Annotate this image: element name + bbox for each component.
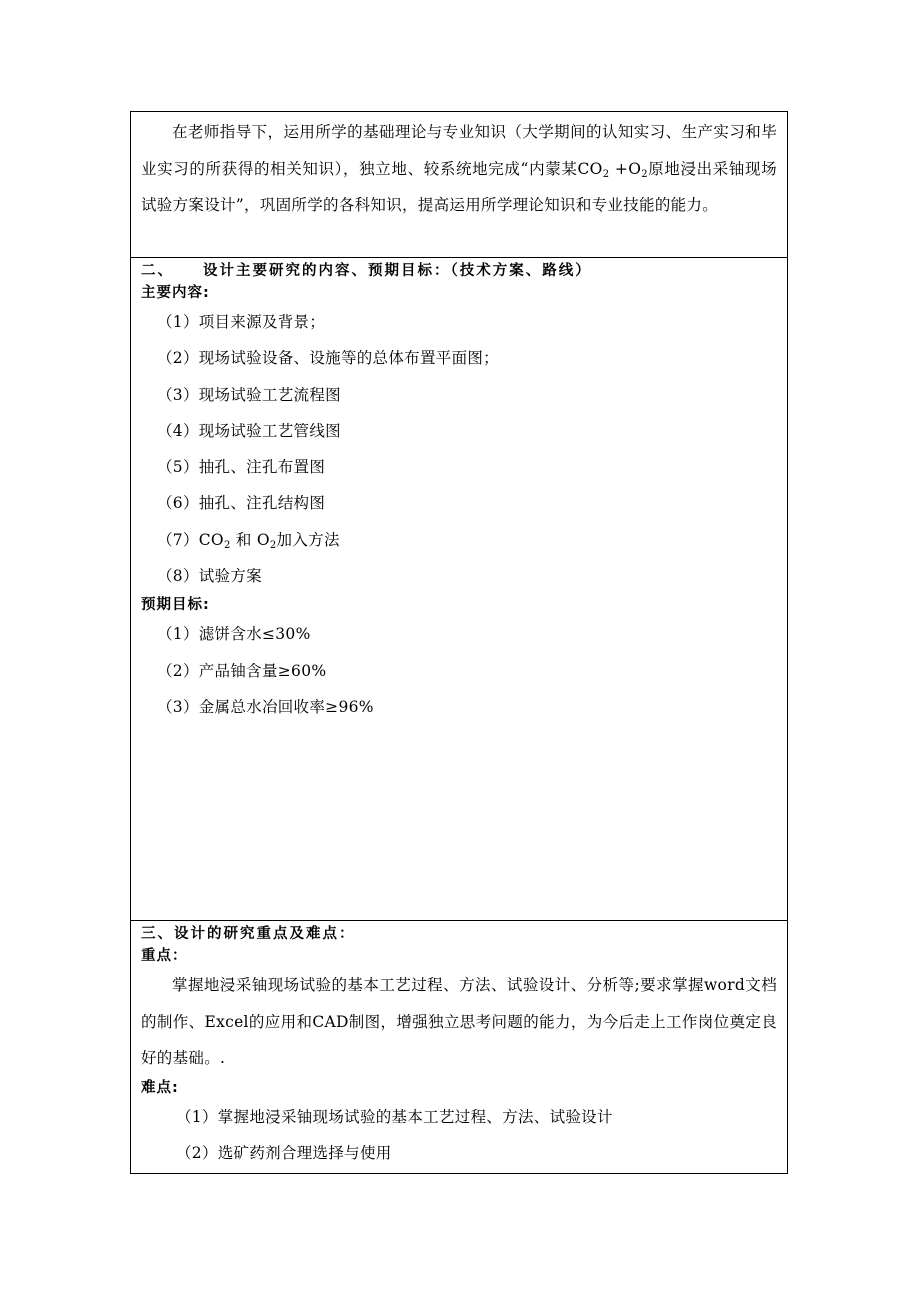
text-run: 在老师指导下，运用所学的基础理论与专业知识（大学期间的认知实习、生产实习和毕业实习的所获得的相关知识），独立地、较系统地完成“内蒙某CO: [141, 123, 777, 178]
text-run: （2）现场试验设备、设施等的总体布置平面图；: [157, 349, 499, 368]
section-content-goals: [131, 260, 787, 725]
text-run: 原地浸出采铀现场试验方案设计”，巩固所学的各科知识，提高运用所学理论知识和专业技能的能力。: [141, 159, 777, 214]
section-objective: [131, 114, 787, 224]
content-item: [131, 522, 787, 558]
text-run: （8）试验方案: [157, 567, 262, 586]
content-item: [131, 340, 787, 376]
subscript-text: 2: [641, 168, 648, 180]
text-run: （3）现场试验工艺流程图: [157, 385, 341, 404]
row-divider: [131, 257, 787, 258]
content-item: [131, 449, 787, 485]
text-run: 加入方法: [276, 530, 340, 549]
main-content-label: 主要内容:: [141, 285, 210, 301]
subscript-text: 2: [602, 168, 610, 180]
text-run: （7）CO: [157, 530, 224, 549]
content-item: [131, 377, 787, 413]
row-divider: [131, 920, 787, 921]
expected-goals-label: 预期目标:: [141, 597, 210, 614]
difficulty-item: （2）选矿药剂合理选择与使用: [176, 1143, 392, 1162]
text-run: （6）抽孔、注孔结构图: [157, 494, 326, 513]
subscript-text: 2: [223, 539, 231, 551]
expected-goals-list: [131, 616, 787, 725]
goal-item: （3）金属总水冶回收率≥96%: [157, 697, 374, 716]
content-item: [131, 558, 787, 594]
main-content-list: [131, 304, 787, 594]
section-3-heading: 三、设计的研究重点及难点：: [141, 926, 356, 942]
content-item: [131, 485, 787, 521]
section-key-difficult-points: [131, 923, 787, 1171]
content-item: [131, 413, 787, 449]
difficult-points-label: 难点:: [141, 1079, 179, 1096]
text-run: （4）现场试验工艺管线图: [157, 421, 341, 440]
form-table: [130, 111, 788, 1174]
subscript-text: 2: [269, 539, 277, 551]
difficulty-item: （1）掌握地浸采铀现场试验的基本工艺过程、方法、试验设计: [176, 1107, 613, 1126]
text-run: 和 O: [230, 530, 270, 549]
content-item: [131, 304, 787, 340]
text-run: +O: [609, 159, 642, 178]
section-2-number: 二、: [141, 263, 174, 279]
goal-item: （2）产品铀含量≥60%: [157, 661, 327, 680]
objective-paragraph: [131, 114, 787, 224]
goal-item: （1）滤饼含水≤30%: [157, 625, 311, 644]
key-points-label: 重点：: [141, 948, 188, 964]
section-2-title: 设计主要研究的内容、预期目标：（技术方案、路线）: [203, 263, 592, 279]
key-points-paragraph: 掌握地浸采铀现场试验的基本工艺过程、方法、试验设计、分析等;要求掌握word文档的制作、Excel的应用和CAD制图，增强独立思考问题的能力，为今后走上工作岗位奠定良好的基础。.: [141, 976, 777, 1067]
section-2-heading: [131, 260, 787, 282]
text-run: （1）项目来源及背景；: [157, 313, 326, 331]
text-run: （5）抽孔、注孔布置图: [157, 458, 326, 477]
